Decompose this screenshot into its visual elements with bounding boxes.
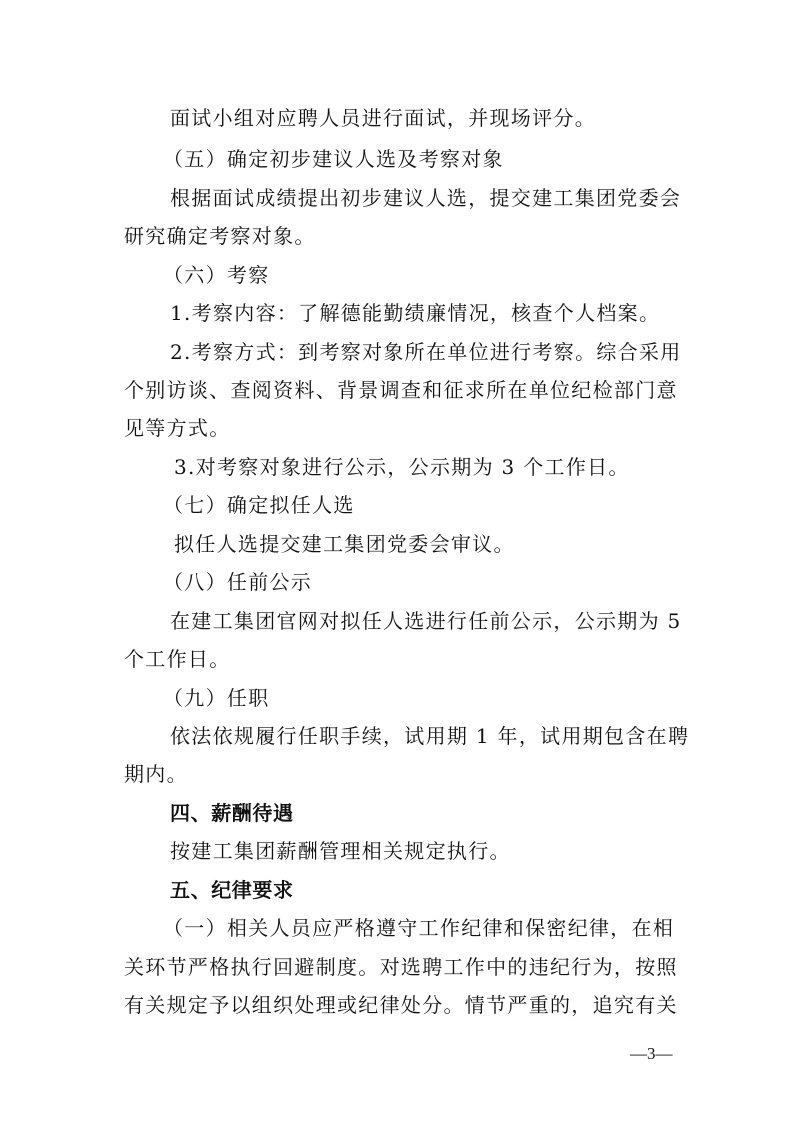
paragraph-line: 拟任人选提交建工集团党委会审议。 bbox=[174, 532, 515, 556]
paragraph-line: 期内。 bbox=[124, 762, 188, 786]
page-number: —3— bbox=[630, 1044, 673, 1063]
chapter-heading: 四、薪酬待遇 bbox=[170, 801, 294, 825]
section-heading: （五）确定初步建议人选及考察对象 bbox=[163, 147, 504, 171]
paragraph-line: 关环节严格执行回避制度。对选聘工作中的违纪行为，按照 bbox=[124, 955, 678, 979]
paragraph-line: 按建工集团薪酬管理相关规定执行。 bbox=[170, 839, 511, 863]
paragraph-line: （一）相关人员应严格遵守工作纪律和保密纪律，在相 bbox=[163, 916, 675, 940]
section-heading: （八）任前公示 bbox=[163, 570, 313, 594]
paragraph-line: 2.考察方式：到考察对象所在单位进行考察。综合采用 bbox=[170, 340, 682, 364]
section-heading: （七）确定拟任人选 bbox=[163, 493, 355, 517]
paragraph-line: 个工作日。 bbox=[124, 647, 231, 671]
section-heading: （六）考察 bbox=[163, 263, 270, 287]
paragraph-line: 在建工集团官网对拟任人选进行任前公示，公示期为 5 bbox=[170, 609, 682, 633]
paragraph-line: 1.考察内容：了解德能勤绩廉情况，核查个人档案。 bbox=[170, 301, 661, 325]
paragraph-line: 个别访谈、查阅资料、背景调查和征求所在单位纪检部门意 bbox=[124, 378, 678, 402]
paragraph-line: 见等方式。 bbox=[124, 416, 231, 440]
paragraph-line: 依法依规履行任职手续，试用期 1 年，试用期包含在聘 bbox=[170, 724, 690, 748]
paragraph-line: 3.对考察对象进行公示，公示期为 3 个工作日。 bbox=[174, 455, 630, 479]
paragraph-line: 有关规定予以组织处理或纪律处分。情节严重的，追究有关 bbox=[124, 993, 678, 1017]
paragraph-line: 研究确定考察对象。 bbox=[124, 224, 316, 248]
section-heading: （九）任职 bbox=[163, 686, 270, 710]
paragraph-line: 面试小组对应聘人员进行面试，并现场评分。 bbox=[170, 106, 596, 130]
chapter-heading: 五、纪律要求 bbox=[170, 878, 294, 902]
paragraph-line: 根据面试成绩提出初步建议人选，提交建工集团党委会 bbox=[170, 186, 682, 210]
